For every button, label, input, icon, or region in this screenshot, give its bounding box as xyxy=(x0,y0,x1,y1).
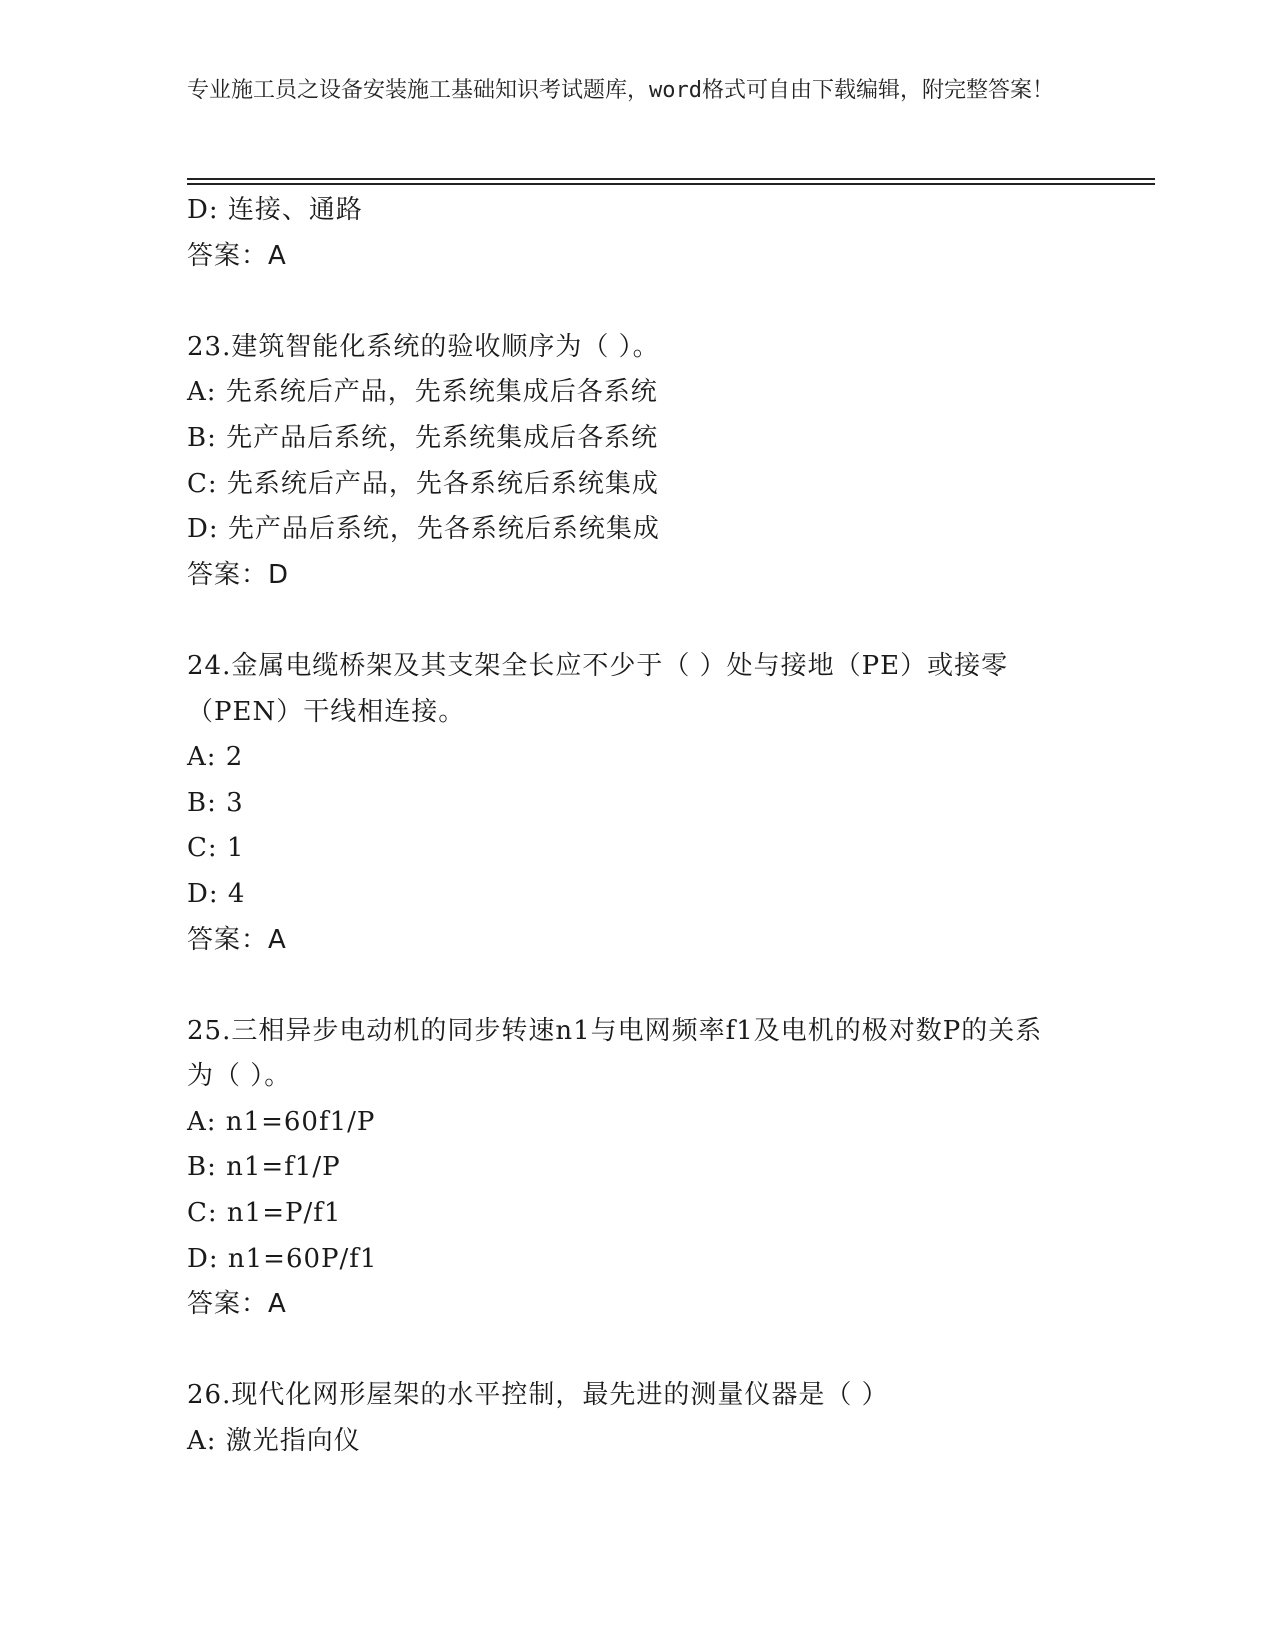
q24-option-d: D: 4 xyxy=(187,878,246,909)
q22-option-d: D: 连接、通路 xyxy=(187,195,363,225)
q23-answer: 答案：D xyxy=(187,559,290,590)
spacer xyxy=(187,279,1087,325)
q24-option-a: A: 2 xyxy=(187,742,244,773)
spacer xyxy=(187,963,1087,1009)
q25-option-b: B: n1=f1/P xyxy=(187,1152,341,1183)
q24-question: 24.金属电缆桥架及其支架全长应不少于（ ）处与接地（PE）或接零（PEN）干线相连接。 xyxy=(187,650,1009,727)
q23-option-b: B: 先产品后系统，先系统集成后各系统 xyxy=(187,422,659,453)
q23-option-c: C: 先系统后产品，先各系统后系统集成 xyxy=(187,468,659,499)
q25-answer: 答案：A xyxy=(187,1289,287,1320)
q26-option-a: A: 激光指向仪 xyxy=(187,1426,361,1457)
document-header: 专业施工员之设备安装施工基础知识考试题库，word格式可自由下载编辑，附完整答案！ xyxy=(187,78,1054,103)
q23-question: 23.建筑智能化系统的验收顺序为（ ）。 xyxy=(187,331,660,362)
q24-answer: 答案：A xyxy=(187,924,287,955)
question-content xyxy=(187,188,1087,1465)
header-rule-bottom xyxy=(187,183,1155,185)
q25-option-d: D: n1=60P/f1 xyxy=(187,1243,378,1274)
q24-option-c: C: 1 xyxy=(187,833,245,864)
header-rule-top xyxy=(187,178,1155,180)
q25-option-a: A: n1=60f1/P xyxy=(187,1106,376,1137)
spacer xyxy=(187,598,1087,644)
q25-question: 25.三相异步电动机的同步转速n1与电网频率f1及电机的极对数P的关系为（ ）。 xyxy=(187,1015,1043,1092)
q26-question: 26.现代化网形屋架的水平控制，最先进的测量仪器是（ ） xyxy=(187,1380,889,1411)
q25-option-c: C: n1=P/f1 xyxy=(187,1198,342,1229)
q22-answer: 答案：A xyxy=(187,240,287,271)
q23-option-a: A: 先系统后产品，先系统集成后各系统 xyxy=(187,377,658,408)
q24-option-b: B: 3 xyxy=(187,787,244,818)
q23-option-d: D: 先产品后系统，先各系统后系统集成 xyxy=(187,514,660,545)
spacer xyxy=(187,1328,1087,1374)
